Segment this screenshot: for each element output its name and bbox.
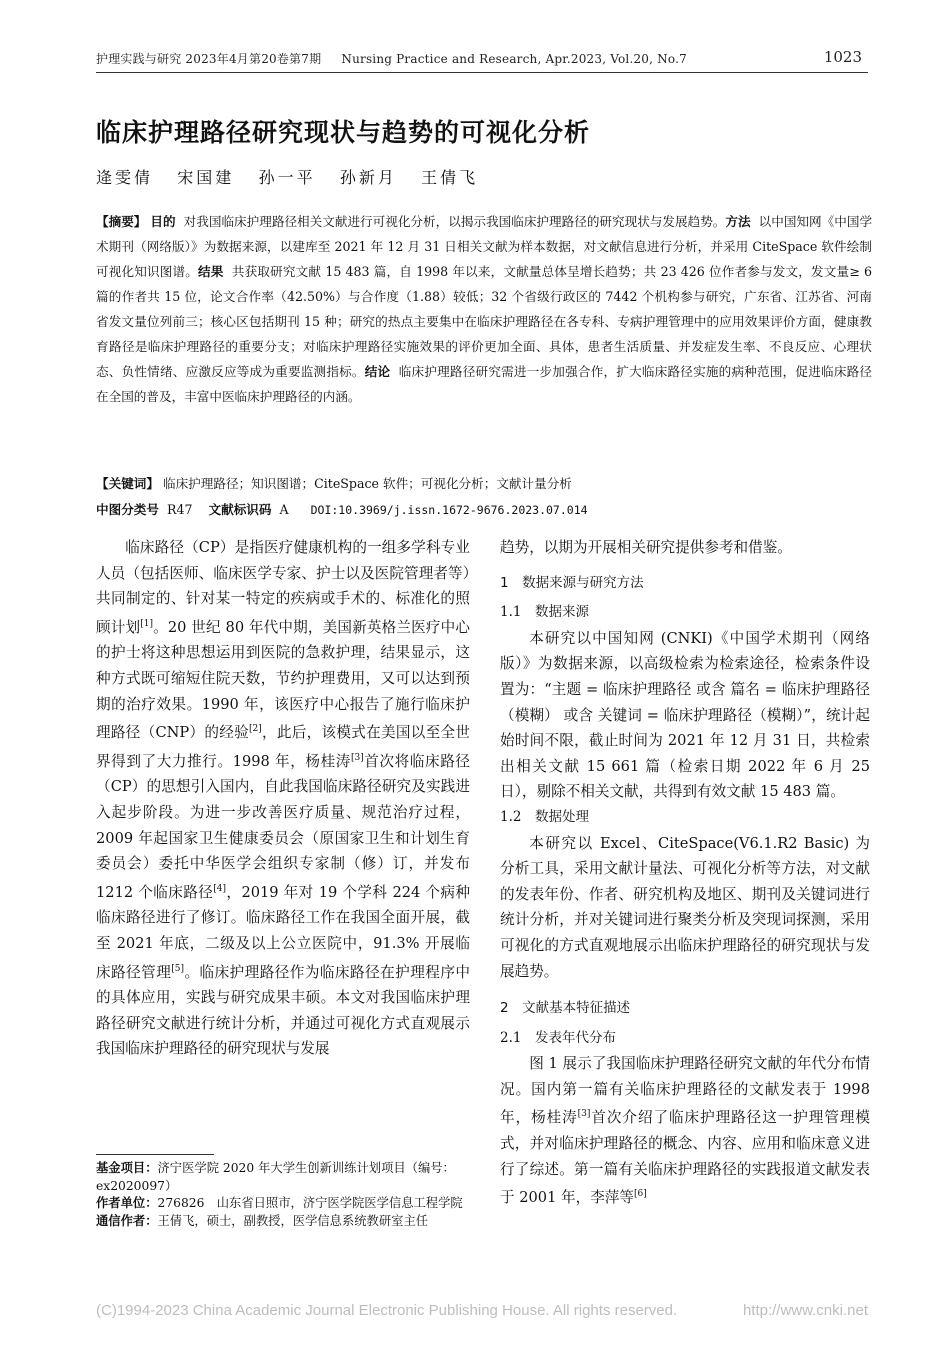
body-text: 临床路径（CP）是指医疗健康机构的一组多学科专业人员（包括医师、临床医学专家、护士以及医院管理者等）共同制定的、针对某一特定的疾病或手术的、标准化的照顾计划	[96, 539, 470, 636]
body-paragraph: 本研究以中国知网 (CNKI)《中国学术期刊（网络版）》为数据来源，以高级检索为检索途径，检索条件设置为：“主题 = 临床护理路径 或含 篇名 = 临床护理路径（模糊） 或含 关键词 = 临床护理路径（模糊）”，统计起始时间不限，截止时间为 2021 年 12 月 31 日，共检索出相关文献 15 661 篇（检索日期 2022 年 6 月 25 日），剔除不相关文献，共得到有效文献 15 483 篇。	[500, 629, 870, 801]
copyright-watermark	[96, 1302, 868, 1319]
citation[interactable]: [3]	[350, 752, 364, 763]
affiliation-note	[96, 1195, 474, 1213]
body-text: 。临床护理路径作为临床路径在护理程序中的具体应用，实践与研究成果丰硕。本文对我国临床护理路径研究文献进行统计分析，并通过可视化方式直观展示我国临床护理路径的研究现状与发展	[96, 963, 470, 1058]
clc-label: 中图分类号	[96, 502, 159, 517]
body-text: ，2019 年对 19 个学科 224 个病种临床路径进行了修订。临床路径工作在我国全面开展，截至 2021 年底，二级及以上公立医院中，91.3% 开展临床路径管理	[96, 883, 470, 981]
citation[interactable]: [6]	[633, 1189, 647, 1200]
header-divider	[96, 72, 868, 73]
abstract	[96, 209, 872, 409]
citation[interactable]: [5]	[171, 963, 185, 974]
footnotes	[96, 1160, 474, 1230]
classification-line	[96, 497, 872, 523]
keywords-text: 临床护理路径；知识图谱；CiteSpace 软件；可视化分析；文献计量分析	[162, 476, 572, 491]
footnote-divider	[96, 1154, 214, 1155]
corresponding-author-note	[96, 1213, 474, 1231]
body-text: 首次将临床路径（CP）的思想引入国内，自此我国临床路径研究及实践进入起步阶段。为进一步改善医疗质量、规范治疗过程，2009 年起国家卫生健康委员会（原国家卫生和计划生育委员会）委托中华医学会组织专家制（修）订，并发布 1212 个临床路径	[96, 752, 470, 901]
body-text: 首次介绍了临床护理路径这一护理管理模式，并对临床护理路径的概念、内容、应用和临床意义进行了综述。第一篇有关临床护理路径的实践报道文献发表于 2001 年，李萍等	[500, 1109, 870, 1207]
continued-paragraph: 趋势，以期为开展相关研究提供参考和借鉴。	[500, 539, 792, 556]
conclusion-label: 结论	[364, 364, 391, 379]
clc-value: R47	[166, 502, 193, 517]
body-text: 。20 世纪 80 年代中期，美国新英格兰医疗中心的护士将这种思想运用到医院的急救护理，结果显示，这种方式既可缩短住院天数，节约护理费用，又可以达到预期的治疗效果。1990 年，该医疗中心报告了施行临床护理路径（CNP）的经验	[96, 618, 470, 742]
doc-code-label: 文献标识码	[208, 502, 272, 517]
paper-title: 临床护理路径研究现状与趋势的可视化分析	[96, 118, 591, 147]
author-list	[96, 165, 478, 188]
section-heading: 1 数据来源与研究方法	[500, 574, 644, 591]
result-text: 共获取研究文献 15 483 篇，自 1998 年以来，文献量总体呈增长趋势；共 23 426 位作者参与发文，发文量≥ 6 篇的作者共 15 位，论文合作率（42.50%）与合作度（1.88）较低；32 个省级行政区的 7442 个机构参与研究，广东省、江苏省、河南省发文量位列前三；核心区包括期刊 15 种；研究的热点主要集中在临床护理路径在各专科、专病护理管理中的应用效果评价方面，健康教育路径是临床护理路径的重要分支；对临床护理路径实施效果的评价更加全面、具体，患者生活质量、并发症发生率、不良反应、心理状态、负性情绪、应激反应等成为重要监测指标。	[96, 264, 873, 379]
keywords	[96, 471, 872, 496]
body-text: 图 1 展示了我国临床护理路径研究文献的年代分布情况。国内第一篇有关临床护理路径的文献发表于 1998 年，杨桂涛	[500, 1055, 870, 1127]
journal-name-en: Nursing Practice and Research, Apr.2023, Vol.20, No.7	[341, 52, 687, 66]
citation[interactable]: [1]	[140, 618, 153, 629]
body-paragraph: 本研究以 Excel、CiteSpace(V6.1.R2 Basic) 为分析工具，采用文献计量法、可视化分析等方法，对文献的发表年份、作者、研究机构及地区、期刊及关键词进行统计分析，并对关键词进行聚类分析及突现词探测，采用可视化的方式直观地展示出临床护理路径的研究现状与发展趋势。	[500, 834, 870, 980]
doc-code-value: A	[279, 502, 289, 517]
citation[interactable]: [4]	[213, 883, 227, 894]
intro-paragraph	[96, 535, 470, 1062]
author: 孙一平	[258, 168, 316, 187]
method-text: 以中国知网《中国学术期刊（网络版）》为数据来源，以建库至 2021 年 12 月 31 日相关文献为样本数据，对文献信息进行分析，并采用 CiteSpace 软件绘制可视化知识图谱。	[96, 214, 873, 279]
section-heading: 2 文献基本特征描述	[500, 1000, 631, 1017]
subsection-heading: 2.1 发表年代分布	[500, 1029, 616, 1046]
author: 孙新月	[339, 168, 397, 187]
copyright-text: (C)1994-2023 China Academic Journal Electronic Publishing House. All rights reserved.	[96, 1302, 678, 1319]
affiliation-label: 作者单位：	[96, 1196, 158, 1210]
result-label: 结果	[198, 264, 224, 279]
author: 王倩飞	[421, 168, 479, 187]
keywords-label: 【关键词】	[96, 476, 159, 491]
body-text: ，此后，该模式在美国以至全世界得到了大力推行。1998 年，杨桂涛	[96, 724, 470, 770]
corresponding-label: 通信作者：	[96, 1213, 158, 1228]
right-column	[500, 535, 870, 1211]
journal-name-cn: 护理实践与研究 2023年4月第20卷第7期	[96, 52, 322, 66]
purpose-label: 目的	[150, 214, 176, 229]
subsection-heading: 1.1 数据来源	[500, 604, 589, 621]
abstract-label: 【摘要】	[96, 214, 147, 229]
fund-text: 济宁医学院 2020 年大学生创新训练计划项目（编号：ex2020097）	[96, 1161, 455, 1193]
page-number: 1023	[823, 48, 862, 66]
left-column	[96, 535, 470, 1062]
fund-note	[96, 1160, 474, 1195]
affiliation-text: 276826 山东省日照市，济宁医学院医学信息工程学院	[157, 1196, 463, 1210]
method-label: 方法	[725, 214, 751, 229]
doi: DOI:10.3969/j.issn.1672-9676.2023.07.014	[310, 503, 588, 517]
author: 逄雯倩	[96, 168, 154, 187]
fund-label: 基金项目：	[96, 1161, 158, 1175]
cnki-link[interactable]: http://www.cnki.net	[742, 1302, 868, 1319]
running-header	[96, 50, 687, 67]
author: 宋国建	[177, 168, 235, 187]
body-paragraph	[500, 1051, 870, 1211]
corresponding-text: 王倩飞，硕士，副教授，医学信息系统教研室主任	[157, 1213, 429, 1228]
subsection-heading: 1.2 数据处理	[500, 808, 589, 825]
citation[interactable]: [3]	[577, 1109, 591, 1120]
conclusion-text: 临床护理路径研究需进一步加强合作，扩大临床路径实施的病种范围，促进临床路径在全国的普及，丰富中医临床护理路径的内涵。	[96, 364, 873, 404]
citation[interactable]: [2]	[249, 724, 262, 735]
purpose-text: 对我国临床护理路径相关文献进行可视化分析，以揭示我国临床护理路径的研究现状与发展趋势。	[183, 214, 726, 229]
